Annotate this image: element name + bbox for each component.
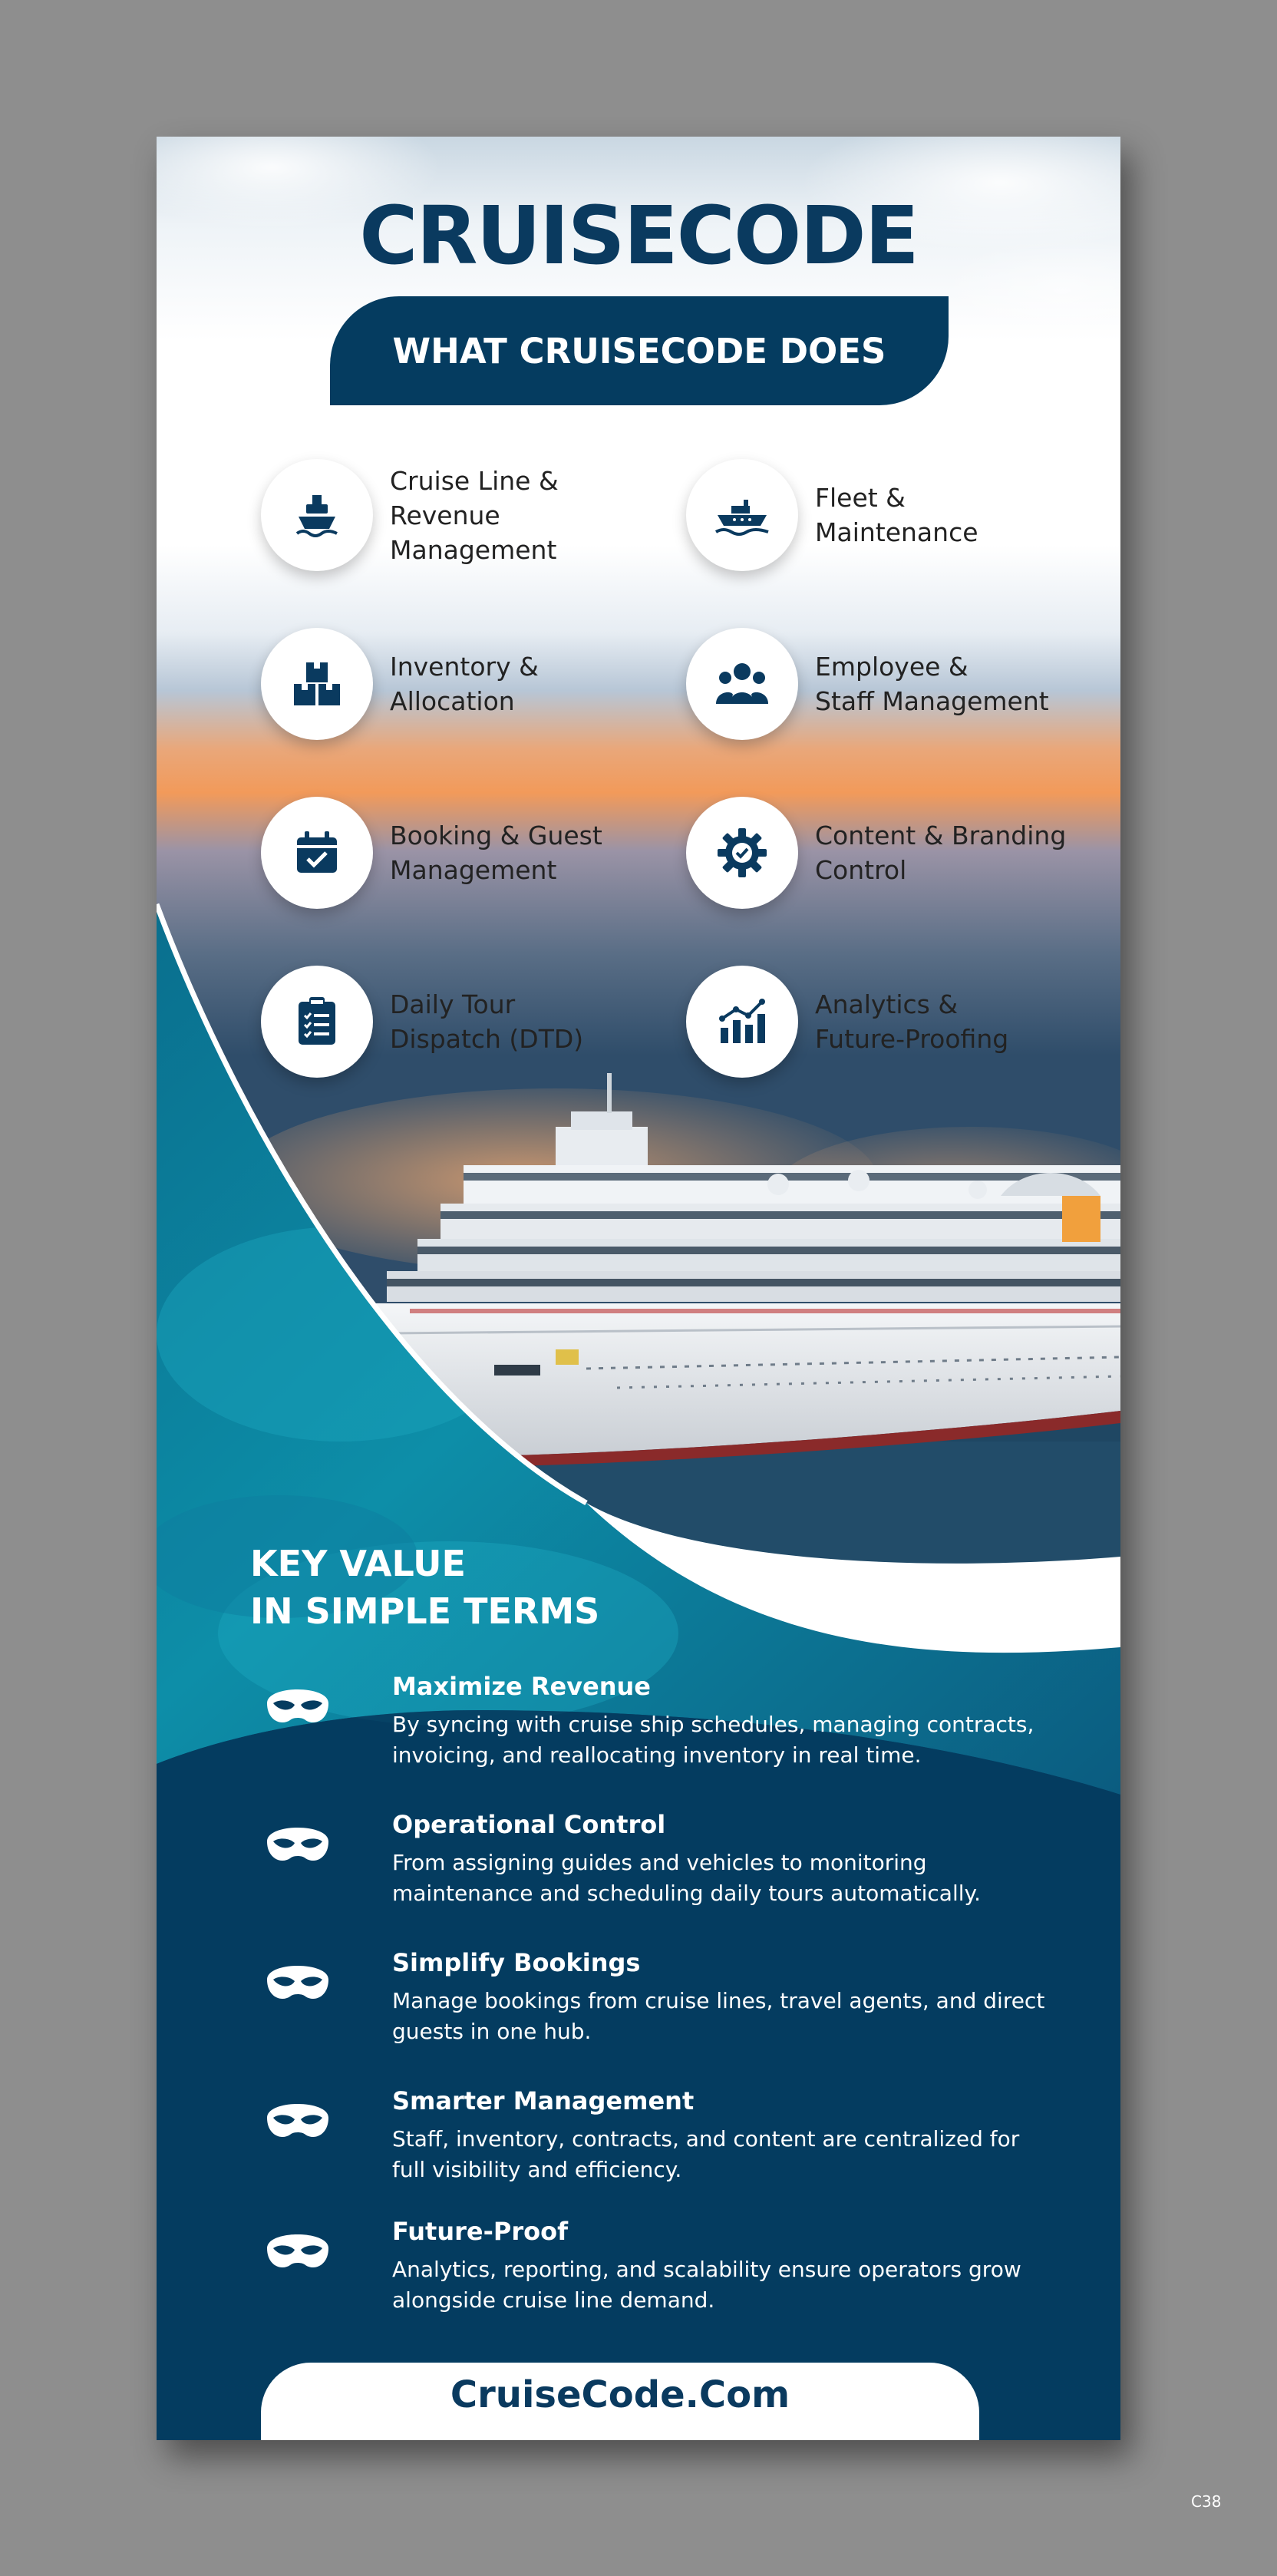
feature-label: Cruise Line & Revenue Management [390,465,559,565]
feature-label: Employee & Staff Management [815,652,1049,716]
mask-icon [264,1680,332,1728]
key-value-desc: From assigning guides and vehicles to monitoring maintenance and scheduling daily tours automatically. [392,1850,981,1906]
key-value-title: Smarter Management [392,2086,695,2115]
key-value-desc: Staff, inventory, contracts, and content are centralized for full visibility and efficiency. [392,2126,1020,2182]
feature-dispatch [261,966,691,1078]
section-title-text: WHAT CRUISECODE DOES [392,330,886,372]
brand-logo: CRUISECODE [359,189,918,282]
feature-label: Daily Tour Dispatch (DTD) [390,989,584,1054]
gear-check-icon [686,797,798,909]
key-value-item [264,2216,1047,2323]
key-value-heading [250,1540,599,1635]
feature-fleet [686,459,1116,571]
key-value-heading-line2: IN SIMPLE TERMS [250,1590,600,1632]
key-value-title: Simplify Bookings [392,1948,641,1977]
key-value-desc: By syncing with cruise ship schedules, managing contracts, invoicing, and reallocating inventory in real time. [392,1712,1034,1768]
key-value-desc: Analytics, reporting, and scalability ensure operators grow alongside cruise line demand. [392,2257,1021,2313]
feature-analytics [686,966,1116,1078]
feature-cruise-line [261,459,691,571]
bar-chart-icon [686,966,798,1078]
boat-icon [686,459,798,571]
boxes-icon [261,628,373,740]
clipboard-list-icon [261,966,373,1078]
key-value-item [264,1947,1047,2055]
banner [157,137,1120,2440]
feature-label: Booking & Guest Management [390,821,602,885]
key-value-title: Maximize Revenue [392,1672,651,1701]
corner-code: C38 [1191,2492,1222,2511]
key-value-item [264,1809,1047,1917]
feature-booking [261,797,691,909]
feature-label: Analytics & Future-Proofing [815,989,1009,1054]
key-value-item [264,2086,1047,2193]
feature-employee [686,628,1116,740]
feature-inventory [261,628,691,740]
key-value-item [264,1671,1047,1778]
key-value-heading-line1: KEY VALUE [250,1543,466,1584]
mask-icon [264,2095,332,2142]
section-title [330,296,949,405]
feature-label: Inventory & Allocation [390,652,539,716]
feature-content [686,797,1116,909]
key-value-desc: Manage bookings from cruise lines, travel agents, and direct guests in one hub. [392,1988,1045,2044]
feature-label: Content & Branding Control [815,821,1067,885]
mask-icon [264,1818,332,1866]
mask-icon [264,2225,332,2273]
calendar-check-icon [261,797,373,909]
users-icon [686,628,798,740]
website-link[interactable] [261,2363,979,2440]
mask-icon [264,1957,332,2004]
key-value-title: Operational Control [392,1810,666,1839]
cruise-ship-icon [261,459,373,571]
feature-label: Fleet & Maintenance [815,483,978,547]
website-url[interactable]: CruiseCode.Com [450,2373,790,2416]
key-value-title: Future-Proof [392,2217,569,2246]
